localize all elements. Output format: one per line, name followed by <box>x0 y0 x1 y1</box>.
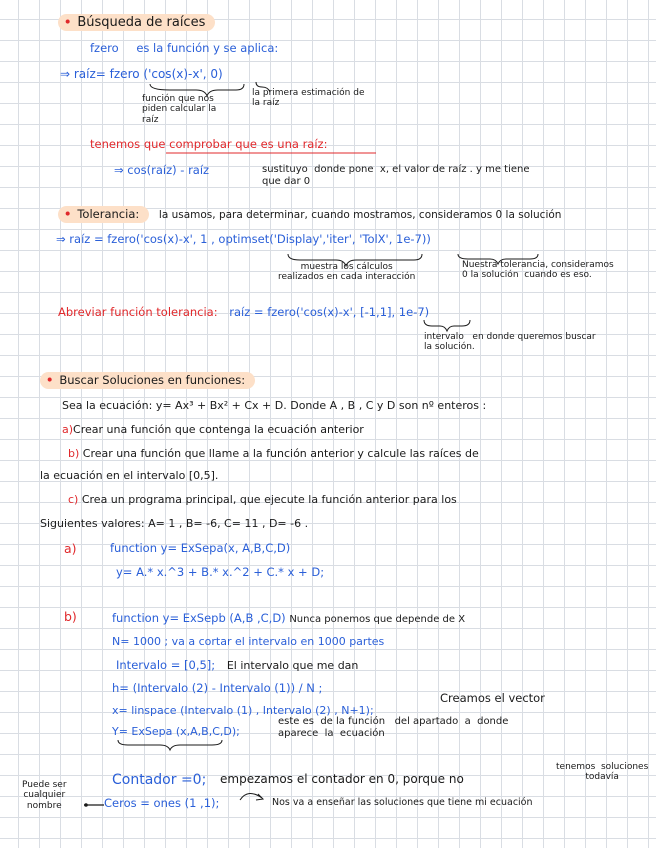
answer-b-note8: Nos va a enseñar las soluciones que tiene mi ecuación <box>272 797 533 808</box>
answer-b-note1: Nunca ponemos que depende de X <box>289 614 466 625</box>
task-c-text: Crea un programa principal, que ejecute la función anterior para los <box>81 493 457 506</box>
answer-b-line7: Contador =0; <box>112 772 207 788</box>
task-b-key: b) <box>68 447 80 460</box>
answer-b-line4: h= (Intervalo (2) - Intervalo (1)) / N ; <box>112 681 323 695</box>
task-c-key: c) <box>68 493 79 506</box>
section-2-title: Tolerancia: <box>77 207 140 221</box>
answer-b-line1 <box>112 612 465 626</box>
answer-b-note6: este es de la función del apartado a donde aparece la ecuación <box>278 716 509 739</box>
answer-b-code1: function y= ExSepb (A,B ,C,D) <box>112 611 286 625</box>
abbreviate-label: Abreviar función tolerancia: <box>58 305 218 319</box>
section-1-heading <box>58 16 215 31</box>
answer-b-line8: Ceros = ones (1 ,1); <box>104 796 220 810</box>
abbreviate-line <box>58 306 429 319</box>
side-note: Puede ser cualquier nombre <box>22 780 67 811</box>
bullet-icon: • <box>64 207 72 221</box>
arrow-ceros-note <box>240 793 262 800</box>
note-tolerance: Nuestra tolerancia, consideramos 0 la solución cuando es eso. <box>462 260 614 281</box>
note-interval: intervalo en donde queremos buscar la solución. <box>424 332 596 353</box>
answer-b-note7b: tenemos soluciones todavía <box>556 762 649 783</box>
answer-b-line3 <box>116 659 358 673</box>
fzero-desc: es la función y se aplica: <box>136 41 279 55</box>
answer-b-line5: x= linspace (Intervalo (1) , Intervalo (2) , N+1); <box>112 704 374 717</box>
abbreviate-code: raíz = fzero('cos(x)-x', [-1,1], 1e-7) <box>229 305 430 319</box>
answer-a-line1: function y= ExSepa(x, A,B,C,D) <box>110 541 291 555</box>
answer-b-label: b) <box>64 609 77 624</box>
answer-a-line2: y= A.* x.^3 + B.* x.^2 + C.* x + D; <box>116 565 325 579</box>
section-2-heading <box>58 208 561 221</box>
task-a <box>62 424 364 437</box>
section-2-desc: la usamos, para determinar, cuando mostramos, consideramos 0 la solución <box>158 209 562 221</box>
fzero-example: ⇒ raíz= fzero ('cos(x)-x', 0) <box>60 67 223 81</box>
check-note: sustituyo donde pone x, el valor de raíz . y me tiene que dar 0 <box>262 164 530 187</box>
task-a-text: Crear una función que contenga la ecuación anterior <box>73 423 364 436</box>
answer-b-code2: N= 1000 ; va a cortar el intervalo en 1000 partes <box>112 635 385 648</box>
check-text: tenemos que comprobar que es una raíz: <box>90 137 328 151</box>
answer-b-note7: empezamos el contador en 0, porque no <box>220 772 464 786</box>
answer-b-note5: Creamos el vector <box>440 691 545 705</box>
section-3-heading <box>40 374 255 387</box>
answer-b-note3: El intervalo que me dan <box>226 659 359 672</box>
brace-interval <box>424 320 470 331</box>
fzero-definition <box>90 42 278 55</box>
task-b-cont: la ecuación en el intervalo [0,5]. <box>40 469 219 482</box>
equation-statement: Sea la ecuación: y= Ax³ + Bx² + Cx + D. Donde A , B , C y D son nº enteros : <box>62 399 487 412</box>
bullet-icon: • <box>64 15 72 29</box>
brace-exsepa <box>118 740 222 750</box>
fzero-term: fzero <box>90 41 119 55</box>
arrow-dot <box>84 803 88 807</box>
answer-a-label: a) <box>64 541 77 556</box>
note-estimate: la primera estimación de la raíz <box>252 88 365 109</box>
answer-b-line6: Y= ExSepa (x,A,B,C,D); <box>112 725 240 738</box>
note-function: función que nos piden calcular la raíz <box>142 94 217 125</box>
bullet-icon: • <box>46 373 54 387</box>
answer-b-line2 <box>112 636 384 649</box>
note-display: muestra los cálculos realizados en cada interacción <box>278 262 416 283</box>
tolerance-code: ⇒ raíz = fzero('cos(x)-x', 1 , optimset('Display','iter', 'TolX', 1e-7)) <box>56 232 431 246</box>
section-3-title: Buscar Soluciones en funciones: <box>59 373 246 387</box>
task-b-text: Crear una función que llame a la función anterior y calcule las raíces de <box>82 447 479 460</box>
task-a-key: a) <box>62 423 74 436</box>
task-b <box>68 448 479 461</box>
check-formula: ⇒ cos(raíz) - raíz <box>114 163 210 177</box>
task-c-cont: Siguientes valores: A= 1 , B= -6, C= 11 , D= -6 . <box>40 517 309 530</box>
task-c <box>68 494 457 507</box>
section-1-title: Búsqueda de raíces <box>77 15 206 30</box>
arrowhead-ceros <box>256 794 263 800</box>
answer-b-code3: Intervalo = [0,5]; <box>116 658 216 672</box>
